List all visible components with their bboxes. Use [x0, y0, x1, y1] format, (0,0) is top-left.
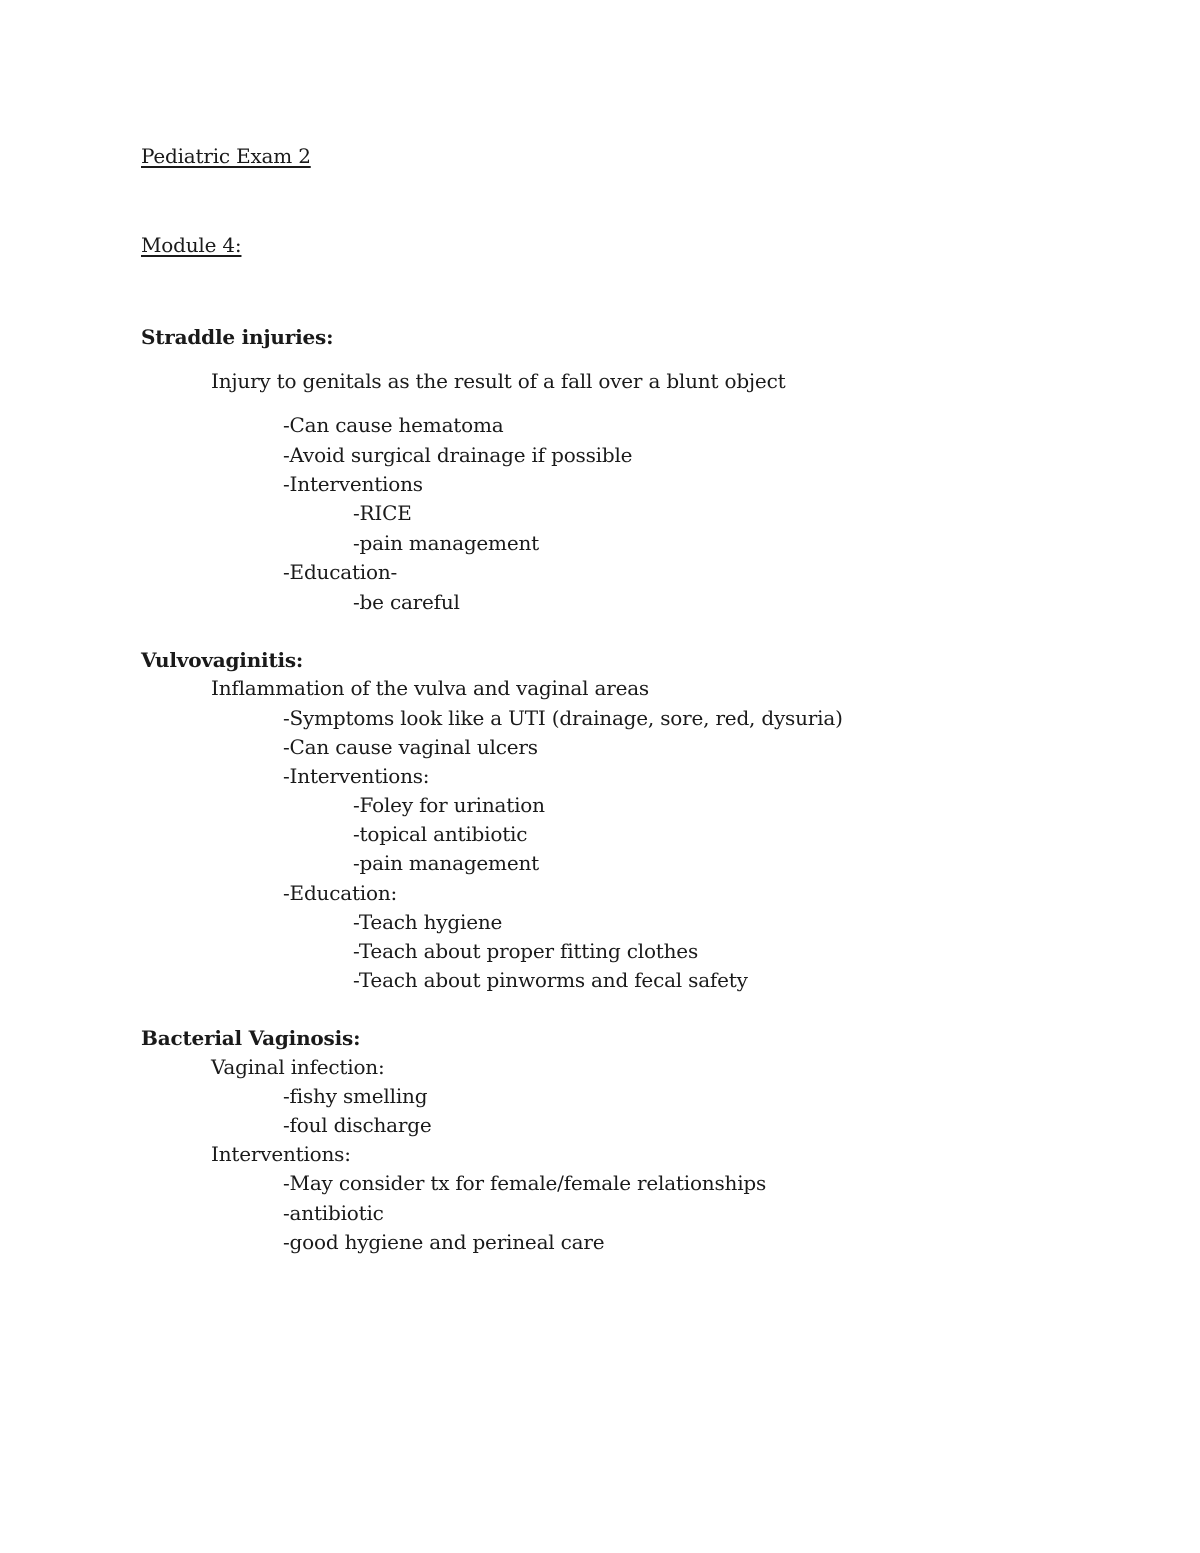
section-heading-vulvovaginitis: Vulvovaginitis:: [141, 648, 304, 672]
list-item: -Avoid surgical drainage if possible: [283, 443, 633, 467]
list-item: -Symptoms look like a UTI (drainage, sore, red, dysuria): [283, 706, 843, 730]
list-item: -foul discharge: [283, 1113, 432, 1137]
section-heading-straddle: Straddle injuries:: [141, 325, 334, 349]
list-item: -Can cause vaginal ulcers: [283, 735, 538, 759]
list-item: -pain management: [353, 531, 539, 555]
module-heading: Module 4:: [141, 233, 242, 257]
list-item: -Teach about proper fitting clothes: [353, 939, 699, 963]
list-item: -Teach about pinworms and fecal safety: [353, 968, 748, 992]
list-item: -Interventions:: [283, 764, 430, 788]
list-item: -Education:: [283, 881, 398, 905]
section-heading-bacterial-vaginosis: Bacterial Vaginosis:: [141, 1026, 361, 1050]
list-item: -May consider tx for female/female relationships: [283, 1171, 767, 1195]
document-title: Pediatric Exam 2: [141, 144, 311, 168]
list-item: -good hygiene and perineal care: [283, 1230, 605, 1254]
straddle-definition: Injury to genitals as the result of a fall over a blunt object: [211, 369, 786, 393]
list-item: -Teach hygiene: [353, 910, 503, 934]
list-item: -antibiotic: [283, 1201, 384, 1225]
list-item: -be careful: [353, 590, 460, 614]
list-item: -Foley for urination: [353, 793, 545, 817]
bv-infection-label: Vaginal infection:: [211, 1055, 385, 1079]
list-item: -topical antibiotic: [353, 822, 528, 846]
list-item: -pain management: [353, 851, 539, 875]
list-item: -Can cause hematoma: [283, 413, 504, 437]
list-item: -fishy smelling: [283, 1084, 428, 1108]
list-item: -Education-: [283, 560, 398, 584]
list-item: -Interventions: [283, 472, 423, 496]
bv-interventions-label: Interventions:: [211, 1142, 351, 1166]
list-item: -RICE: [353, 501, 412, 525]
vulvovaginitis-definition: Inflammation of the vulva and vaginal areas: [211, 676, 649, 700]
